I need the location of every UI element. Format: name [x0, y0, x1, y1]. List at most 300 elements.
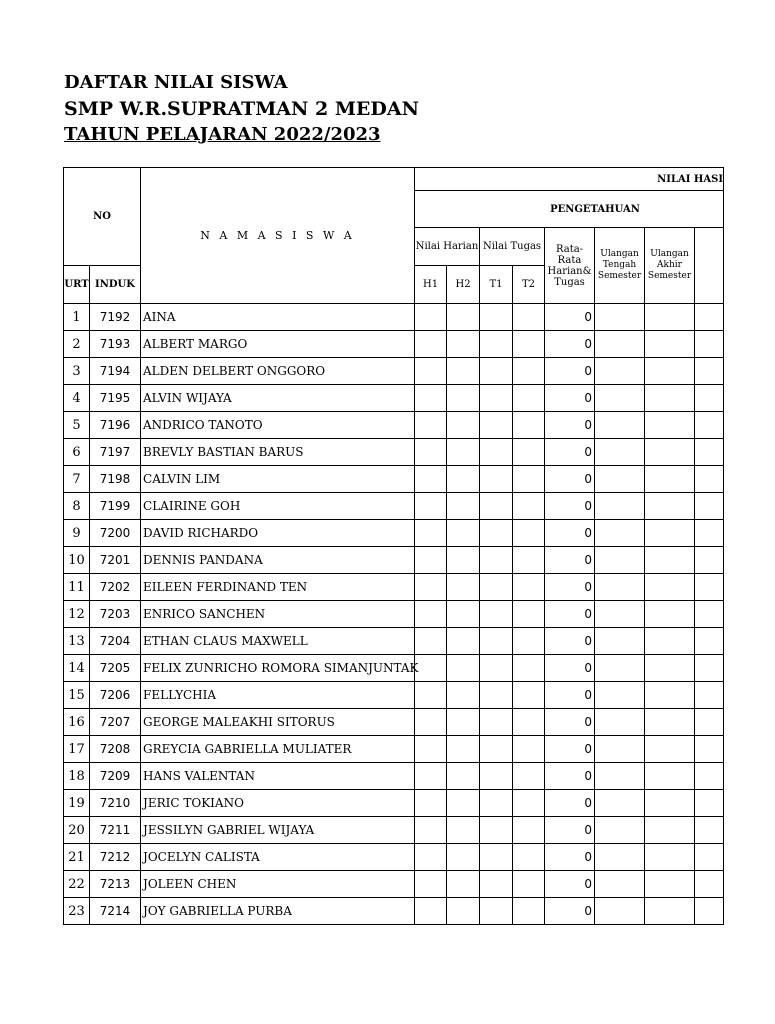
row-uas-cell[interactable] — [645, 439, 695, 466]
row-induk: 7199 — [90, 493, 141, 520]
row-h2-cell[interactable] — [447, 412, 480, 439]
row-uts-cell[interactable] — [595, 628, 645, 655]
table-row — [64, 682, 724, 709]
row-uts-cell[interactable] — [595, 385, 645, 412]
row-induk: 7207 — [90, 709, 141, 736]
row-nama-siswa: ANDRICO TANOTO — [141, 412, 415, 439]
row-urt: 8 — [64, 493, 90, 520]
row-h1-cell[interactable] — [415, 466, 447, 493]
row-extra-cell[interactable] — [695, 358, 724, 385]
header-nama-siswa: N A M A S I S W A — [141, 168, 415, 304]
row-t1-cell[interactable] — [480, 817, 513, 844]
row-t2-cell[interactable] — [513, 709, 545, 736]
row-t1-cell[interactable] — [480, 358, 513, 385]
row-uas-cell[interactable] — [645, 331, 695, 358]
row-rata-rata: 0 — [545, 871, 595, 898]
row-t1-cell[interactable] — [480, 790, 513, 817]
row-rata-rata: 0 — [545, 358, 595, 385]
row-t2-cell[interactable] — [513, 871, 545, 898]
row-uas-cell[interactable] — [645, 898, 695, 925]
row-urt: 9 — [64, 520, 90, 547]
table-row — [64, 385, 724, 412]
row-h1-cell[interactable] — [415, 736, 447, 763]
row-t2-cell[interactable] — [513, 682, 545, 709]
row-nama-siswa: DAVID RICHARDO — [141, 520, 415, 547]
row-induk: 7196 — [90, 412, 141, 439]
row-nama-siswa: JOCELYN CALISTA — [141, 844, 415, 871]
table-row — [64, 439, 724, 466]
row-induk: 7201 — [90, 547, 141, 574]
row-rata-rata: 0 — [545, 439, 595, 466]
row-nama-siswa: JERIC TOKIANO — [141, 790, 415, 817]
row-rata-rata: 0 — [545, 412, 595, 439]
header-pengetahuan — [415, 191, 724, 228]
header-nilai-hasil — [415, 168, 724, 191]
table-row — [64, 466, 724, 493]
row-t1-cell[interactable] — [480, 709, 513, 736]
row-urt: 23 — [64, 898, 90, 925]
row-t1-cell[interactable] — [480, 385, 513, 412]
table-row — [64, 628, 724, 655]
row-uas-cell[interactable] — [645, 709, 695, 736]
row-uas-cell[interactable] — [645, 817, 695, 844]
row-uas-cell[interactable] — [645, 682, 695, 709]
row-rata-rata: 0 — [545, 466, 595, 493]
row-h2-cell[interactable] — [447, 547, 480, 574]
row-uts-cell[interactable] — [595, 709, 645, 736]
row-uts-cell[interactable] — [595, 655, 645, 682]
row-uas-cell[interactable] — [645, 412, 695, 439]
row-extra-cell[interactable] — [695, 601, 724, 628]
table-row — [64, 493, 724, 520]
header-nilai-hasil-label: NILAI HASI — [657, 173, 724, 185]
row-h2-cell[interactable] — [447, 493, 480, 520]
row-urt: 11 — [64, 574, 90, 601]
row-induk: 7195 — [90, 385, 141, 412]
row-extra-cell[interactable] — [695, 385, 724, 412]
header-nilai-harian: Nilai Harian — [415, 228, 480, 266]
row-h2-cell[interactable] — [447, 574, 480, 601]
title-line-1: DAFTAR NILAI SISWA — [64, 72, 288, 93]
row-induk: 7208 — [90, 736, 141, 763]
row-induk: 7198 — [90, 466, 141, 493]
row-uas-cell[interactable] — [645, 628, 695, 655]
row-urt: 5 — [64, 412, 90, 439]
row-h1-cell[interactable] — [415, 547, 447, 574]
row-uts-cell[interactable] — [595, 412, 645, 439]
header-pengetahuan-label: PENGETAHUAN — [550, 203, 640, 215]
row-extra-cell[interactable] — [695, 520, 724, 547]
row-t2-cell[interactable] — [513, 736, 545, 763]
row-induk: 7200 — [90, 520, 141, 547]
row-extra-cell[interactable] — [695, 655, 724, 682]
row-rata-rata: 0 — [545, 655, 595, 682]
row-t1-cell[interactable] — [480, 304, 513, 331]
header-t1: T1 — [480, 266, 513, 304]
title-line-3: TAHUN PELAJARAN 2022/2023 — [64, 124, 381, 145]
row-t2-cell[interactable] — [513, 466, 545, 493]
row-uas-cell[interactable] — [645, 736, 695, 763]
row-rata-rata: 0 — [545, 763, 595, 790]
row-rata-rata: 0 — [545, 898, 595, 925]
row-nama-siswa: ENRICO SANCHEN — [141, 601, 415, 628]
row-t1-cell[interactable] — [480, 574, 513, 601]
row-nama-siswa: JOLEEN CHEN — [141, 871, 415, 898]
row-uts-cell[interactable] — [595, 844, 645, 871]
grade-table — [63, 167, 724, 925]
table-row — [64, 331, 724, 358]
row-urt: 1 — [64, 304, 90, 331]
table-row — [64, 898, 724, 925]
row-nama-siswa: CALVIN LIM — [141, 466, 415, 493]
header-rata-rata: Rata-Rata Harian& Tugas — [545, 228, 595, 304]
row-t1-cell[interactable] — [480, 763, 513, 790]
row-h1-cell[interactable] — [415, 358, 447, 385]
row-induk: 7192 — [90, 304, 141, 331]
row-t2-cell[interactable] — [513, 547, 545, 574]
row-t2-cell[interactable] — [513, 493, 545, 520]
row-extra-cell[interactable] — [695, 898, 724, 925]
header-nilai-tugas: Nilai Tugas — [480, 228, 545, 266]
row-nama-siswa: ETHAN CLAUS MAXWELL — [141, 628, 415, 655]
row-induk: 7212 — [90, 844, 141, 871]
row-h1-cell[interactable] — [415, 817, 447, 844]
row-uts-cell[interactable] — [595, 790, 645, 817]
row-t1-cell[interactable] — [480, 331, 513, 358]
row-t2-cell[interactable] — [513, 655, 545, 682]
row-t1-cell[interactable] — [480, 655, 513, 682]
row-t1-cell[interactable] — [480, 682, 513, 709]
row-h1-cell[interactable] — [415, 709, 447, 736]
row-extra-cell[interactable] — [695, 736, 724, 763]
row-rata-rata: 0 — [545, 601, 595, 628]
row-h1-cell[interactable] — [415, 574, 447, 601]
row-uas-cell[interactable] — [645, 574, 695, 601]
row-rata-rata: 0 — [545, 790, 595, 817]
row-uas-cell[interactable] — [645, 655, 695, 682]
row-rata-rata: 0 — [545, 385, 595, 412]
table-row — [64, 304, 724, 331]
row-uts-cell[interactable] — [595, 304, 645, 331]
row-h2-cell[interactable] — [447, 358, 480, 385]
table-row — [64, 574, 724, 601]
row-t2-cell[interactable] — [513, 763, 545, 790]
row-urt: 17 — [64, 736, 90, 763]
row-extra-cell[interactable] — [695, 493, 724, 520]
header-h2: H2 — [447, 266, 480, 304]
row-h2-cell[interactable] — [447, 871, 480, 898]
row-uas-cell[interactable] — [645, 547, 695, 574]
row-uas-cell[interactable] — [645, 844, 695, 871]
table-row — [64, 358, 724, 385]
row-extra-cell[interactable] — [695, 439, 724, 466]
row-t2-cell[interactable] — [513, 790, 545, 817]
row-urt: 20 — [64, 817, 90, 844]
row-h2-cell[interactable] — [447, 466, 480, 493]
row-nama-siswa: ALDEN DELBERT ONGGORO — [141, 358, 415, 385]
row-rata-rata: 0 — [545, 817, 595, 844]
row-t2-cell[interactable] — [513, 439, 545, 466]
row-extra-cell[interactable] — [695, 304, 724, 331]
header-urt: URT — [64, 266, 90, 304]
row-rata-rata: 0 — [545, 682, 595, 709]
row-t2-cell[interactable] — [513, 358, 545, 385]
header-ulangan-akhir-semester: Ulangan Akhir Semester — [645, 228, 695, 304]
row-induk: 7211 — [90, 817, 141, 844]
table-row — [64, 736, 724, 763]
row-t2-cell[interactable] — [513, 520, 545, 547]
row-t1-cell[interactable] — [480, 493, 513, 520]
row-rata-rata: 0 — [545, 493, 595, 520]
row-induk: 7203 — [90, 601, 141, 628]
row-urt: 22 — [64, 871, 90, 898]
row-h2-cell[interactable] — [447, 817, 480, 844]
row-t2-cell[interactable] — [513, 574, 545, 601]
row-t1-cell[interactable] — [480, 439, 513, 466]
row-t2-cell[interactable] — [513, 601, 545, 628]
row-h2-cell[interactable] — [447, 439, 480, 466]
row-extra-cell[interactable] — [695, 790, 724, 817]
row-t2-cell[interactable] — [513, 331, 545, 358]
row-h1-cell[interactable] — [415, 898, 447, 925]
row-h2-cell[interactable] — [447, 844, 480, 871]
row-h2-cell[interactable] — [447, 763, 480, 790]
row-induk: 7206 — [90, 682, 141, 709]
row-uts-cell[interactable] — [595, 817, 645, 844]
row-t1-cell[interactable] — [480, 898, 513, 925]
row-uts-cell[interactable] — [595, 871, 645, 898]
row-extra-cell[interactable] — [695, 817, 724, 844]
row-h1-cell[interactable] — [415, 844, 447, 871]
row-extra-cell[interactable] — [695, 763, 724, 790]
row-h1-cell[interactable] — [415, 331, 447, 358]
row-t2-cell[interactable] — [513, 844, 545, 871]
row-t2-cell[interactable] — [513, 304, 545, 331]
row-nama-siswa: GEORGE MALEAKHI SITORUS — [141, 709, 415, 736]
row-uts-cell[interactable] — [595, 358, 645, 385]
row-h1-cell[interactable] — [415, 304, 447, 331]
row-extra-cell[interactable] — [695, 412, 724, 439]
row-h1-cell[interactable] — [415, 763, 447, 790]
row-induk: 7197 — [90, 439, 141, 466]
document-title-block — [64, 70, 419, 148]
row-t1-cell[interactable] — [480, 466, 513, 493]
header-extra-column — [695, 228, 724, 304]
row-uts-cell[interactable] — [595, 763, 645, 790]
row-uas-cell[interactable] — [645, 871, 695, 898]
row-induk: 7209 — [90, 763, 141, 790]
row-urt: 6 — [64, 439, 90, 466]
row-nama-siswa: JOY GABRIELLA PURBA — [141, 898, 415, 925]
row-nama-siswa: EILEEN FERDINAND TEN — [141, 574, 415, 601]
row-h2-cell[interactable] — [447, 520, 480, 547]
table-row — [64, 412, 724, 439]
row-uas-cell[interactable] — [645, 763, 695, 790]
row-nama-siswa: ALVIN WIJAYA — [141, 385, 415, 412]
row-extra-cell[interactable] — [695, 331, 724, 358]
row-nama-siswa: FELLYCHIA — [141, 682, 415, 709]
row-urt: 16 — [64, 709, 90, 736]
row-uas-cell[interactable] — [645, 466, 695, 493]
row-uts-cell[interactable] — [595, 520, 645, 547]
row-rata-rata: 0 — [545, 628, 595, 655]
row-t1-cell[interactable] — [480, 844, 513, 871]
row-h1-cell[interactable] — [415, 628, 447, 655]
row-h1-cell[interactable] — [415, 871, 447, 898]
row-uas-cell[interactable] — [645, 358, 695, 385]
row-nama-siswa: BREVLY BASTIAN BARUS — [141, 439, 415, 466]
row-extra-cell[interactable] — [695, 871, 724, 898]
row-h2-cell[interactable] — [447, 709, 480, 736]
row-nama-siswa: JESSILYN GABRIEL WIJAYA — [141, 817, 415, 844]
table-row — [64, 844, 724, 871]
header-h1: H1 — [415, 266, 447, 304]
row-urt: 19 — [64, 790, 90, 817]
row-urt: 15 — [64, 682, 90, 709]
row-uas-cell[interactable] — [645, 790, 695, 817]
table-row — [64, 790, 724, 817]
row-h2-cell[interactable] — [447, 790, 480, 817]
row-uts-cell[interactable] — [595, 547, 645, 574]
row-h1-cell[interactable] — [415, 385, 447, 412]
header-no: NO — [64, 168, 141, 266]
row-h2-cell[interactable] — [447, 385, 480, 412]
row-uas-cell[interactable] — [645, 601, 695, 628]
row-uts-cell[interactable] — [595, 736, 645, 763]
row-t1-cell[interactable] — [480, 601, 513, 628]
row-uts-cell[interactable] — [595, 493, 645, 520]
table-row — [64, 601, 724, 628]
row-t1-cell[interactable] — [480, 547, 513, 574]
row-h1-cell[interactable] — [415, 655, 447, 682]
row-rata-rata: 0 — [545, 547, 595, 574]
table-row — [64, 547, 724, 574]
row-extra-cell[interactable] — [695, 844, 724, 871]
row-t2-cell[interactable] — [513, 898, 545, 925]
row-t2-cell[interactable] — [513, 817, 545, 844]
row-extra-cell[interactable] — [695, 709, 724, 736]
row-induk: 7210 — [90, 790, 141, 817]
row-h1-cell[interactable] — [415, 412, 447, 439]
row-h2-cell[interactable] — [447, 331, 480, 358]
row-extra-cell[interactable] — [695, 682, 724, 709]
row-induk: 7193 — [90, 331, 141, 358]
row-h2-cell[interactable] — [447, 628, 480, 655]
row-urt: 10 — [64, 547, 90, 574]
row-nama-siswa: AINA — [141, 304, 415, 331]
row-extra-cell[interactable] — [695, 628, 724, 655]
row-urt: 18 — [64, 763, 90, 790]
row-nama-siswa: ALBERT MARGO — [141, 331, 415, 358]
row-nama-siswa: CLAIRINE GOH — [141, 493, 415, 520]
table-row — [64, 817, 724, 844]
table-row — [64, 871, 724, 898]
row-uts-cell[interactable] — [595, 898, 645, 925]
row-h2-cell[interactable] — [447, 736, 480, 763]
header-ulangan-tengah-semester: Ulangan Tengah Semester — [595, 228, 645, 304]
row-h2-cell[interactable] — [447, 682, 480, 709]
row-uts-cell[interactable] — [595, 439, 645, 466]
row-h1-cell[interactable] — [415, 520, 447, 547]
row-uas-cell[interactable] — [645, 493, 695, 520]
row-urt: 3 — [64, 358, 90, 385]
row-h1-cell[interactable] — [415, 601, 447, 628]
grade-sheet — [63, 167, 724, 952]
row-urt: 14 — [64, 655, 90, 682]
row-uts-cell[interactable] — [595, 601, 645, 628]
row-uts-cell[interactable] — [595, 466, 645, 493]
table-row — [64, 763, 724, 790]
row-uts-cell[interactable] — [595, 331, 645, 358]
row-h2-cell[interactable] — [447, 304, 480, 331]
row-rata-rata: 0 — [545, 736, 595, 763]
row-urt: 7 — [64, 466, 90, 493]
row-h2-cell[interactable] — [447, 655, 480, 682]
row-urt: 2 — [64, 331, 90, 358]
row-nama-siswa: FELIX ZUNRICHO ROMORA SIMANJUNTAK — [141, 655, 415, 682]
row-t1-cell[interactable] — [480, 520, 513, 547]
row-rata-rata: 0 — [545, 520, 595, 547]
row-induk: 7204 — [90, 628, 141, 655]
row-induk: 7202 — [90, 574, 141, 601]
row-h1-cell[interactable] — [415, 493, 447, 520]
header-t2: T2 — [513, 266, 545, 304]
row-rata-rata: 0 — [545, 844, 595, 871]
row-t2-cell[interactable] — [513, 628, 545, 655]
row-t2-cell[interactable] — [513, 385, 545, 412]
row-induk: 7205 — [90, 655, 141, 682]
row-h2-cell[interactable] — [447, 898, 480, 925]
row-h1-cell[interactable] — [415, 682, 447, 709]
row-extra-cell[interactable] — [695, 466, 724, 493]
row-uts-cell[interactable] — [595, 574, 645, 601]
row-induk: 7194 — [90, 358, 141, 385]
row-h1-cell[interactable] — [415, 790, 447, 817]
row-urt: 13 — [64, 628, 90, 655]
row-h2-cell[interactable] — [447, 601, 480, 628]
row-uas-cell[interactable] — [645, 304, 695, 331]
row-nama-siswa: GREYCIA GABRIELLA MULIATER — [141, 736, 415, 763]
table-row — [64, 520, 724, 547]
row-nama-siswa: HANS VALENTAN — [141, 763, 415, 790]
row-extra-cell[interactable] — [695, 574, 724, 601]
row-uas-cell[interactable] — [645, 520, 695, 547]
row-nama-siswa: DENNIS PANDANA — [141, 547, 415, 574]
row-t1-cell[interactable] — [480, 628, 513, 655]
row-uts-cell[interactable] — [595, 682, 645, 709]
row-t1-cell[interactable] — [480, 412, 513, 439]
table-row — [64, 709, 724, 736]
student-rows — [64, 304, 724, 925]
table-row — [64, 655, 724, 682]
header-induk: INDUK — [90, 266, 141, 304]
row-urt: 21 — [64, 844, 90, 871]
row-h1-cell[interactable] — [415, 439, 447, 466]
row-extra-cell[interactable] — [695, 547, 724, 574]
row-rata-rata: 0 — [545, 709, 595, 736]
row-urt: 4 — [64, 385, 90, 412]
row-rata-rata: 0 — [545, 331, 595, 358]
row-rata-rata: 0 — [545, 574, 595, 601]
row-t2-cell[interactable] — [513, 412, 545, 439]
title-line-2: SMP W.R.SUPRATMAN 2 MEDAN — [64, 98, 419, 120]
row-t1-cell[interactable] — [480, 871, 513, 898]
row-t1-cell[interactable] — [480, 736, 513, 763]
row-rata-rata: 0 — [545, 304, 595, 331]
row-uas-cell[interactable] — [645, 385, 695, 412]
row-induk: 7213 — [90, 871, 141, 898]
row-urt: 12 — [64, 601, 90, 628]
